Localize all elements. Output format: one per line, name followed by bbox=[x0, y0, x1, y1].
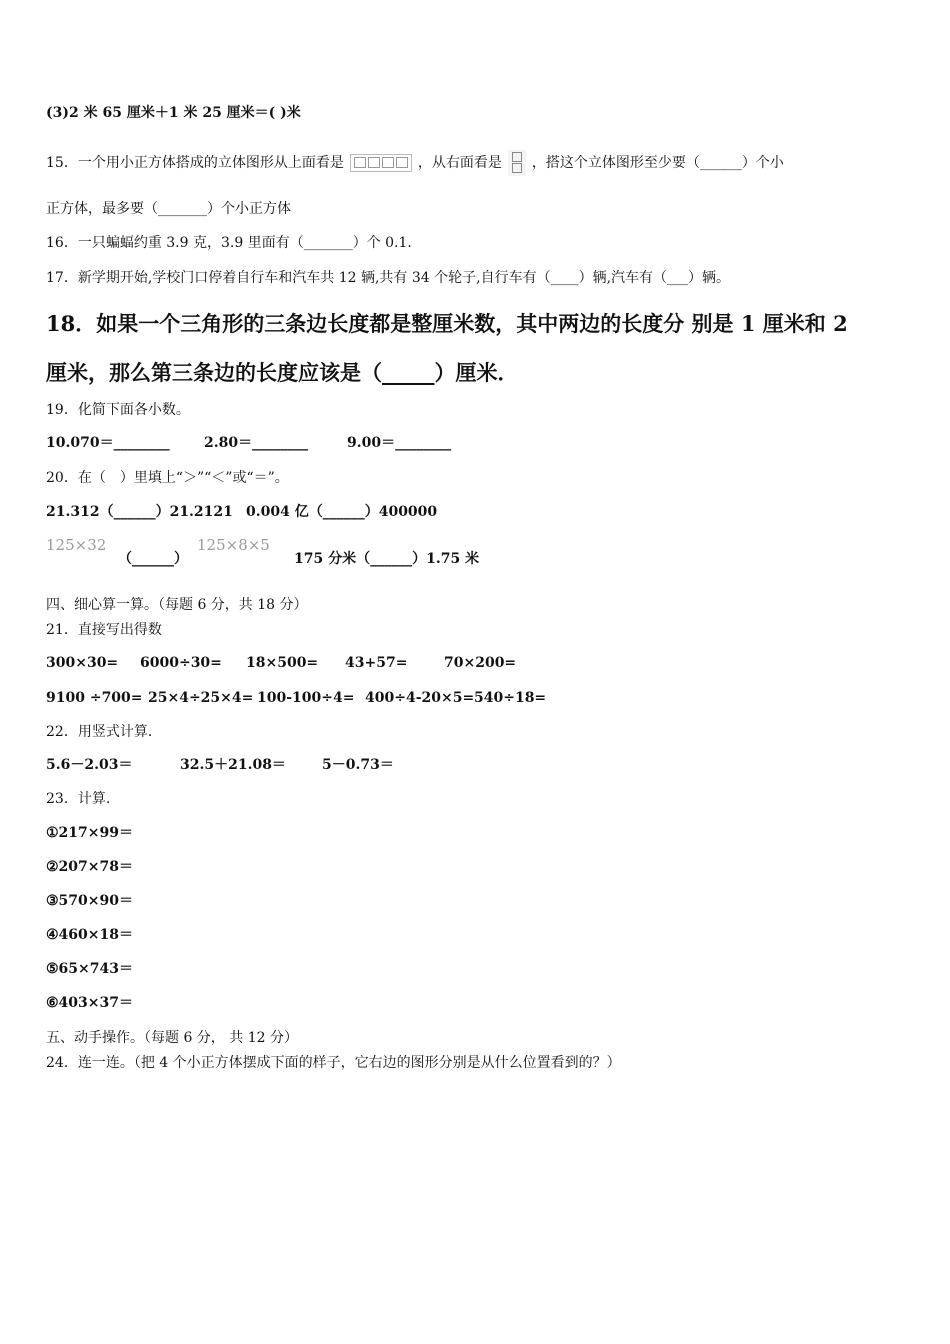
question-18-line-1: 18．如果一个三角形的三条边长度都是整厘米数，其中两边的长度分 别是 1 厘米和 2 bbox=[46, 311, 848, 336]
question-15-text-2: ，从右面看是 bbox=[417, 155, 502, 171]
question-20-expr-1: 125×32 bbox=[46, 536, 107, 554]
question-22-item-1: 5.6－2.03＝ bbox=[46, 757, 133, 773]
section-4-heading: 四、细心算一算。（每题 6 分，共 18 分） bbox=[46, 597, 308, 613]
question-23-item-2: ②207×78＝ bbox=[46, 859, 133, 875]
question-23-item-6: ⑥403×37＝ bbox=[46, 995, 133, 1011]
question-20-title: 20．在（ ）里填上“＞”“＜”或“＝”。 bbox=[46, 470, 289, 486]
question-23-title: 23．计算. bbox=[46, 791, 111, 807]
question-16: 16．一只蝙蝠约重 3.9 克，3.9 里面有（_______）个 0.1． bbox=[46, 235, 422, 251]
question-22-item-2: 32.5＋21.08＝ bbox=[180, 757, 286, 773]
question-24: 24．连一连。（把 4 个小正方体摆成下面的样子，它右边的图形分别是从什么位置看到的？） bbox=[46, 1055, 621, 1071]
question-21-r1-4: 43+57= bbox=[345, 655, 408, 671]
question-15-line-2: 正方体，最多要（_______）个小正方体 bbox=[46, 201, 291, 217]
question-23-item-5: ⑤65×743＝ bbox=[46, 961, 133, 977]
right-view-figure bbox=[508, 150, 526, 176]
question-20-blank-1: （______） bbox=[118, 551, 188, 567]
question-20-item-3: 175 分米（______）1.75 米 bbox=[294, 551, 480, 567]
question-21-r2-5: 540÷18= bbox=[474, 690, 547, 706]
question-20-item-1: 21.312（______）21.2121 bbox=[46, 504, 233, 520]
question-23-item-4: ④460×18＝ bbox=[46, 927, 133, 943]
question-19-title: 19．化简下面各小数。 bbox=[46, 402, 190, 418]
question-20-expr-2: 125×8×5 bbox=[197, 536, 270, 554]
question-21-r1-3: 18×500= bbox=[246, 655, 319, 671]
top-view-figure bbox=[350, 154, 412, 172]
question-18-line-2: 厘米，那么第三条边的长度应该是（_____）厘米． bbox=[46, 360, 519, 385]
question-21-r2-3: 100-100÷4= bbox=[257, 690, 355, 706]
question-15-text-3: ，搭这个立体图形至少要（______）个小 bbox=[531, 155, 784, 171]
question-21-r1-1: 300×30= bbox=[46, 655, 119, 671]
question-19-item-3: 9.00＝________ bbox=[347, 435, 452, 451]
question-19-item-1: 10.070＝________ bbox=[46, 435, 170, 451]
question-21-r2-2: 25×4÷25×4= bbox=[148, 690, 254, 706]
question-21-r1-5: 70×200= bbox=[444, 655, 517, 671]
question-17: 17．新学期开始,学校门口停着自行车和汽车共 12 辆,共有 34 个轮子,自行车有（____）辆,汽车有（___）辆。 bbox=[46, 270, 731, 286]
question-21-title: 21．直接写出得数 bbox=[46, 622, 162, 638]
question-21-r1-2: 6000÷30= bbox=[140, 655, 222, 671]
section-5-heading: 五、动手操作。（每题 6 分， 共 12 分） bbox=[46, 1030, 298, 1046]
question-19-item-2: 2.80＝________ bbox=[204, 435, 309, 451]
question-21-r2-4: 400÷4-20×5= bbox=[365, 690, 475, 706]
question-23-item-1: ①217×99＝ bbox=[46, 825, 133, 841]
question-22-title: 22．用竖式计算. bbox=[46, 724, 153, 740]
question-14-part-3: (3)2 米 65 厘米＋1 米 25 厘米＝( )米 bbox=[46, 105, 301, 121]
question-23-item-3: ③570×90＝ bbox=[46, 893, 133, 909]
question-21-r2-1: 9100 ÷700= bbox=[46, 690, 143, 706]
question-20-item-2: 0.004 亿（______）400000 bbox=[246, 504, 438, 520]
question-15-text-1: 15．一个用小正方体搭成的立体图形从上面看是 bbox=[46, 155, 344, 171]
question-15-line-1 bbox=[46, 150, 784, 176]
question-22-item-3: 5－0.73＝ bbox=[322, 757, 394, 773]
